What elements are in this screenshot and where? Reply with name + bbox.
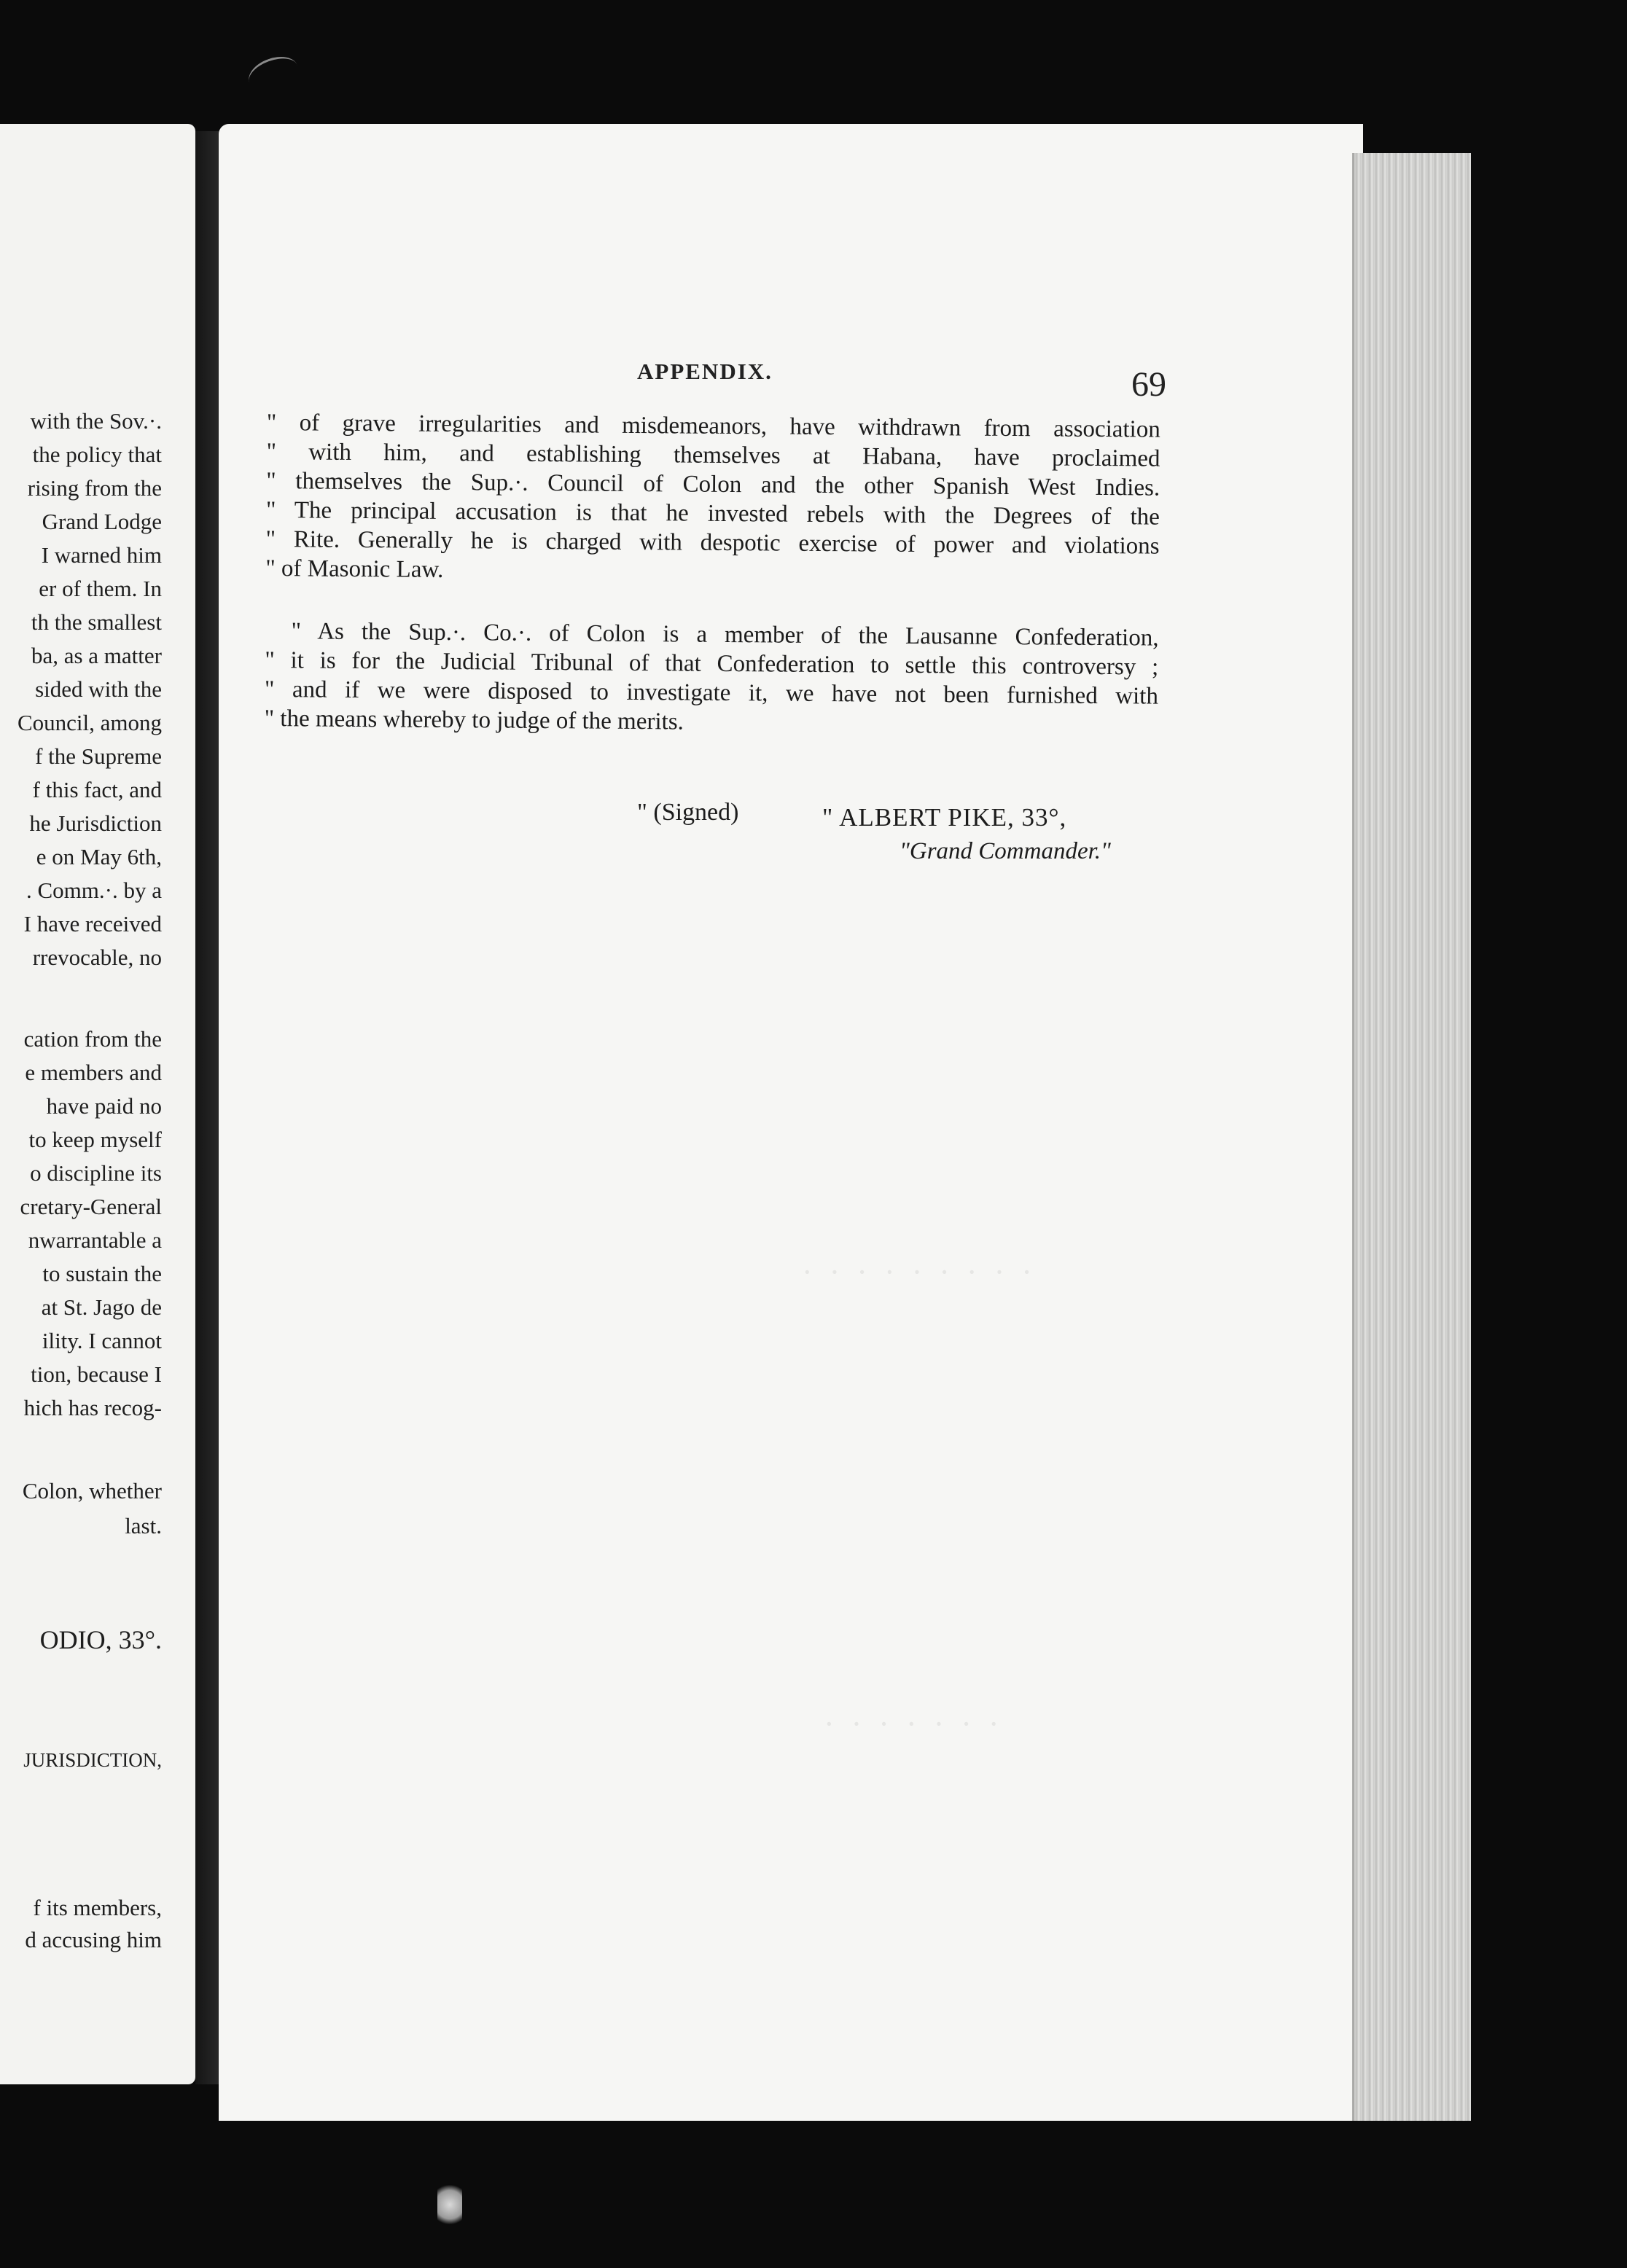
left-page	[0, 124, 195, 2084]
left-page-line: at St. Jago de	[41, 1294, 162, 1320]
paragraph-line: " it is for the Judicial Tribunal of that Confederation to settle this controversy ;	[265, 646, 1159, 681]
left-page-line: to keep myself	[28, 1127, 162, 1152]
left-page-line: ba, as a matter	[31, 643, 162, 668]
left-page-line: have paid no	[46, 1093, 162, 1119]
paragraph-line: " of grave irregularities and misdemeanors, have withdrawn from association	[266, 409, 1160, 443]
left-page-line: ility. I cannot	[42, 1328, 162, 1353]
page-edges	[1352, 153, 1471, 2121]
left-page-line: cretary-General	[20, 1194, 162, 1219]
paragraph-line: " The principal accusation is that he invested rebels with the Degrees of the	[265, 496, 1160, 531]
left-page-line: last.	[125, 1513, 162, 1538]
left-page-line: th the smallest	[31, 609, 162, 635]
left-page-line: cation from the	[23, 1026, 162, 1052]
left-page-line: d accusing him	[25, 1927, 162, 1952]
left-page-line: rising from the	[27, 475, 162, 501]
left-page-line: to sustain the	[42, 1261, 162, 1286]
show-through-text: · · · · · · ·	[824, 1706, 1004, 1742]
left-page-line: Grand Lodge	[42, 509, 162, 534]
paragraph-line: " with him, and establishing themselves at Habana, have proclaimed	[266, 438, 1160, 472]
left-page-line: the policy that	[32, 442, 162, 467]
left-page-line: hich has recog-	[23, 1395, 162, 1420]
left-page-line: e on May 6th,	[36, 844, 162, 869]
left-page-line: o discipline its	[30, 1160, 162, 1186]
signer-title: "Grand Commander."	[900, 838, 1111, 864]
left-page-line: nwarrantable a	[28, 1227, 162, 1253]
paragraph-line: " the means whereby to judge of the merits.	[264, 705, 684, 735]
signed-label: " (Signed)	[637, 799, 739, 826]
left-page-line: Council, among	[17, 710, 162, 735]
left-page-line: he Jurisdiction	[29, 810, 162, 836]
page-curl	[244, 50, 303, 97]
paragraph-line: " and if we were disposed to investigate it, we have not been furnished with	[264, 676, 1159, 710]
left-page-line: I have received	[23, 911, 162, 936]
body-text	[264, 408, 1160, 740]
left-page-line: . Comm.·. by a	[26, 877, 162, 903]
left-page-line: sided with the	[35, 676, 162, 702]
left-page-line: er of them. In	[39, 576, 162, 601]
left-page-line: I warned him	[41, 542, 162, 568]
left-page-line: Colon, whether	[22, 1478, 162, 1503]
left-page-line: with the Sov.·.	[30, 408, 162, 434]
page-number: 69	[1131, 365, 1166, 404]
paragraph-line: " themselves the Sup.·. Council of Colon and the other Spanish West Indies.	[266, 467, 1160, 501]
left-page-line: rrevocable, no	[32, 945, 162, 970]
left-page-line: f the Supreme	[35, 743, 162, 769]
running-header: APPENDIX.	[637, 359, 773, 384]
left-page-line: e members and	[25, 1060, 162, 1085]
signer-name: " ALBERT PIKE, 33°,	[822, 803, 1067, 832]
film-speck	[437, 2179, 462, 2230]
left-page-line: f this fact, and	[32, 777, 162, 802]
paragraph-line: " of Masonic Law.	[265, 555, 444, 583]
left-page-heading: JURISDICTION,	[23, 1749, 162, 1771]
paragraph-line: " Rite. Generally he is charged with despotic exercise of power and violations	[265, 525, 1160, 560]
left-page-signature: ODIO, 33°.	[39, 1625, 162, 1654]
left-page-line: tion, because I	[31, 1361, 162, 1387]
paragraph-line: " As the Sup.·. Co.·. of Colon is a member of the Lausanne Confederation,	[291, 618, 1159, 652]
left-page-line: f its members,	[33, 1895, 162, 1920]
show-through-text: · · · · · · · · ·	[802, 1254, 1037, 1290]
